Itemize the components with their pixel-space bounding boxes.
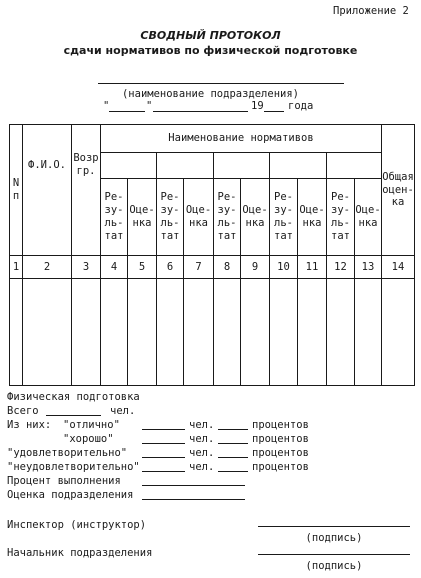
summary-unsatisfactory-percent-line — [218, 471, 248, 472]
column-number: 5 — [138, 261, 146, 273]
summary-excellent-percent: процентов — [252, 419, 309, 431]
chief-signature-caption: (подпись) — [305, 560, 363, 572]
header-grade-4: Оценка — [299, 204, 325, 229]
summary-good-percent-line — [218, 443, 248, 444]
inspector-signature-line — [258, 526, 410, 527]
date-quote-close: " — [146, 100, 153, 112]
column-number: 12 — [334, 261, 347, 273]
summary-satisfactory-percent-line — [218, 457, 248, 458]
summary-good-count-line — [142, 443, 185, 444]
row-divider — [100, 152, 381, 153]
header-result-1: Результат — [104, 191, 124, 242]
column-number: 10 — [277, 261, 290, 273]
header-result-5: Результат — [331, 191, 350, 242]
header-grade-3: Оценка — [242, 204, 268, 229]
column-number: 11 — [305, 261, 319, 273]
summary-satisfactory-chel: чел. — [189, 447, 215, 459]
header-grade-1: Оценка — [129, 204, 155, 229]
summary-unsatisfactory-percent: процентов — [252, 461, 309, 473]
column-number: 9 — [251, 261, 259, 273]
summary-excellent-chel: чел. — [189, 419, 215, 431]
column-number: 1 — [12, 261, 20, 273]
header-result-3: Результат — [217, 191, 237, 242]
results-table — [9, 124, 415, 386]
column-number: 3 — [82, 261, 90, 273]
header-row-number: N п — [12, 177, 20, 202]
header-standards-group: Наименование нормативов — [168, 132, 314, 145]
summary-excellent-label: "отлично" — [63, 419, 120, 431]
summary-good-label: "хорошо" — [63, 433, 114, 445]
column-number: 14 — [391, 261, 405, 273]
summary-unsatisfactory-chel: чел. — [189, 461, 215, 473]
header-result-2: Результат — [160, 191, 180, 242]
summary-satisfactory-count-line — [142, 457, 185, 458]
summary-excellent-count-line — [142, 429, 185, 430]
summary-unit-grade-line — [142, 499, 245, 500]
summary-satisfactory-percent: процентов — [252, 447, 309, 459]
date-quote-open: " — [103, 100, 110, 112]
header-grade-5: Оценка — [355, 204, 381, 229]
column-number: 7 — [195, 261, 202, 273]
header-age-group: Возр гр. — [73, 152, 99, 177]
date-month-line — [153, 111, 248, 112]
inspector-signature-caption: (подпись) — [305, 532, 363, 544]
summary-satisfactory-label: "удовлетворительно" — [7, 447, 128, 459]
summary-excellent-percent-line — [218, 429, 248, 430]
chief-label: Начальник подразделения — [7, 547, 153, 559]
row-divider — [10, 255, 414, 256]
column-number: 2 — [43, 261, 51, 273]
summary-unsatisfactory-label: "неудовлетворительно" — [7, 461, 140, 473]
document-title: СВОДНЫЙ ПРОТОКОЛ — [140, 29, 281, 42]
date-day-line — [109, 111, 145, 112]
column-number: 4 — [110, 261, 118, 273]
chief-signature-line — [258, 554, 410, 555]
row-divider — [10, 278, 414, 279]
column-number: 13 — [361, 261, 375, 273]
document-subtitle: сдачи нормативов по физической подготовке — [63, 44, 358, 57]
unit-name-line — [98, 83, 344, 84]
summary-total-chel: чел. — [110, 405, 136, 417]
summary-of-them: Из них: — [7, 419, 52, 431]
inspector-label: Инспектор (инструктор) — [7, 519, 147, 531]
summary-completion-line — [142, 485, 245, 486]
summary-total-label: Всего — [7, 405, 39, 417]
summary-unsatisfactory-count-line — [142, 471, 185, 472]
header-result-4: Результат — [274, 191, 293, 242]
header-grade-2: Оценка — [185, 204, 212, 229]
unit-name-caption: (наименование подразделения) — [121, 88, 299, 100]
column-number: 8 — [223, 261, 231, 273]
appendix-label: Приложение 2 — [333, 5, 409, 17]
summary-total-line — [46, 415, 101, 416]
column-number: 6 — [166, 261, 174, 273]
date-year-suffix: года — [288, 100, 314, 112]
header-overall-grade: Общая оценка — [382, 170, 414, 209]
date-year-prefix: 19 — [251, 100, 264, 112]
summary-completion-label: Процент выполнения — [7, 475, 121, 487]
date-year-line — [264, 111, 284, 112]
summary-unit-grade-label: Оценка подразделения — [7, 489, 134, 501]
summary-good-percent: процентов — [252, 433, 309, 445]
summary-heading: Физическая подготовка — [7, 391, 140, 403]
summary-good-chel: чел. — [189, 433, 215, 445]
header-full-name: Ф.И.О. — [28, 158, 66, 171]
